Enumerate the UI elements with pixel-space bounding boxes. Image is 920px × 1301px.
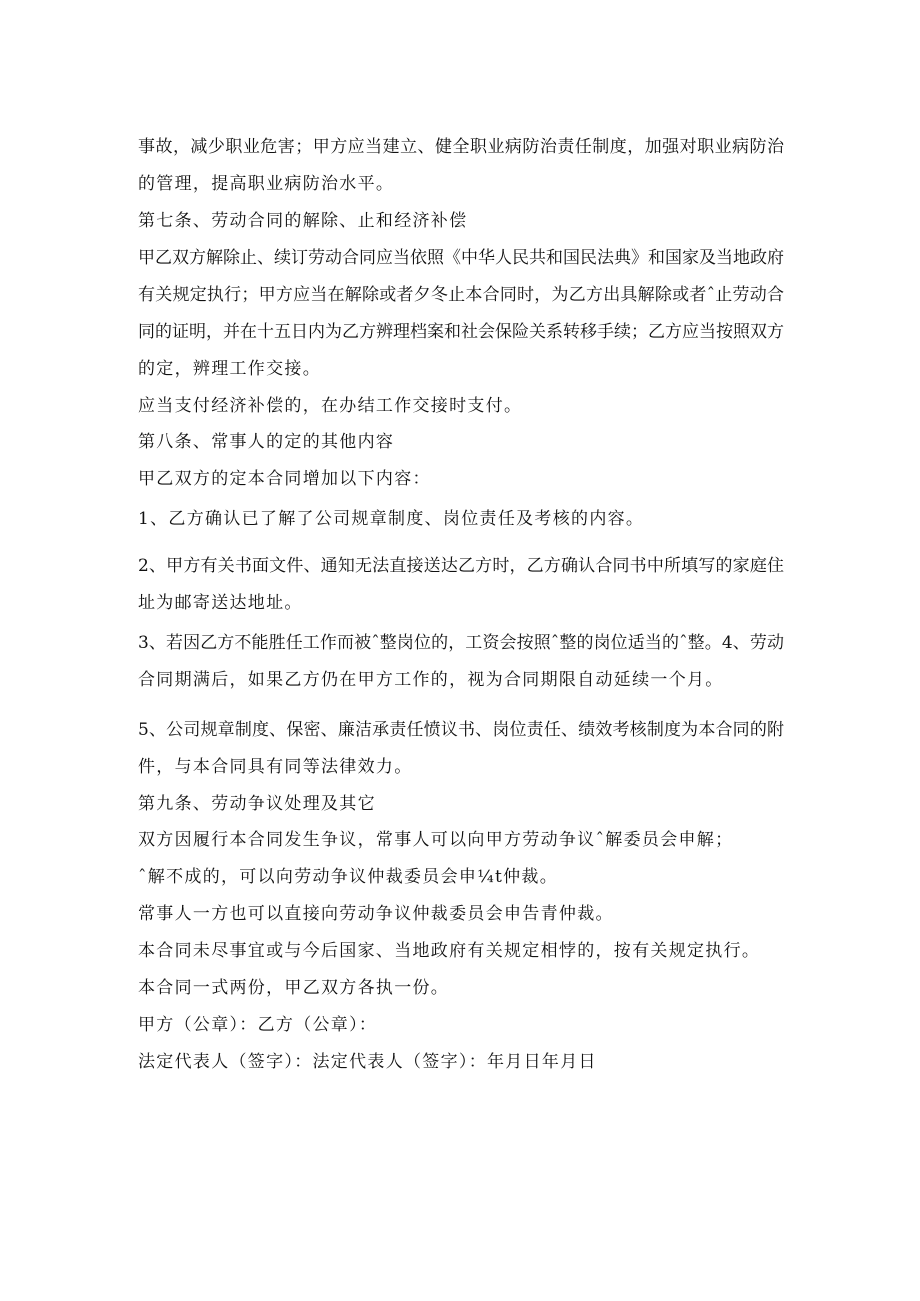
text-line: 合同期满后，如果乙方仍在甲方工作的，视为合同期限自动延续一个月。 — [138, 670, 724, 690]
text-line: 常事人一方也可以直接向劳动争议仲裁委员会申告青仲裁。 — [138, 904, 614, 924]
text-line: 本合同未尽事宜或与今后国家、当地政府有关规定相悖的，按有关规定执行。 — [138, 941, 761, 961]
list-item: 1、乙方确认已了解了公司规章制度、岗位责任及考核的内容。 — [138, 509, 645, 529]
text-line: 件，与本合同具有同等法律效力。 — [138, 757, 413, 777]
text-line: 双方因履行本合同发生争议，常事人可以向甲方劳动争议ˆ解委员会申解； — [138, 830, 734, 850]
section-heading: 第九条、劳动争议处理及其它 — [138, 794, 376, 814]
text-line: 的管理，提高职业病防治水平。 — [138, 174, 395, 194]
list-item: 2、甲方有关书面文件、通知无法直接送达乙方时，乙方确认合同书中所填写的家庭住 — [138, 556, 784, 576]
text-line: 址为邮寄送达地址。 — [138, 593, 303, 613]
signature-line: 甲方（公章）：乙方（公章）： — [138, 1015, 378, 1035]
text-line: 同的证明，并在十五日内为乙方辨理档案和社会保险关系转移手续；乙方应当按照双方 — [138, 322, 784, 342]
text-line: 应当支付经济补偿的，在办结工作交接时支付。 — [138, 396, 523, 416]
section-heading: 第八条、常事人的定的其他内容 — [138, 432, 395, 452]
text-line: 甲乙双方的定本合同增加以下内容： — [138, 469, 431, 489]
list-item: 5、公司规章制度、保密、廉洁承责任愤议书、岗位责任、绩效考核制度为本合同的附 — [138, 720, 784, 740]
text-line: 事故，减少职业危害；甲方应当建立、健全职业病防治责任制度，加强对职业病防治 — [138, 137, 784, 157]
text-line: 本合同一式两份，甲乙双方各执一份。 — [138, 978, 450, 998]
text-line: 有关规定执行；甲方应当在解除或者夕冬止本合同时，为乙方出具解除或者ˆ止劳动合 — [138, 285, 784, 305]
text-line: ˆ解不成的，可以向劳动争议仲裁委员会申¼t仲裁。 — [138, 867, 559, 887]
signature-line: 法定代表人（签字）：法定代表人（签字）：年月日年月日 — [138, 1052, 597, 1072]
text-line: 的定，辨理工作交接。 — [138, 359, 321, 379]
section-heading: 第七条、劳动合同的解除、止和经济补偿 — [138, 211, 468, 231]
text-line: 甲乙双方解除止、续订劳动合同应当依照《中华人民共和国民法典》和国家及当地政府 — [138, 248, 784, 268]
list-item: 3、若因乙方不能胜任工作而被ˆ整岗位的，工资会按照ˆ整的岗位适当的ˆ整。4、劳动 — [138, 633, 784, 653]
